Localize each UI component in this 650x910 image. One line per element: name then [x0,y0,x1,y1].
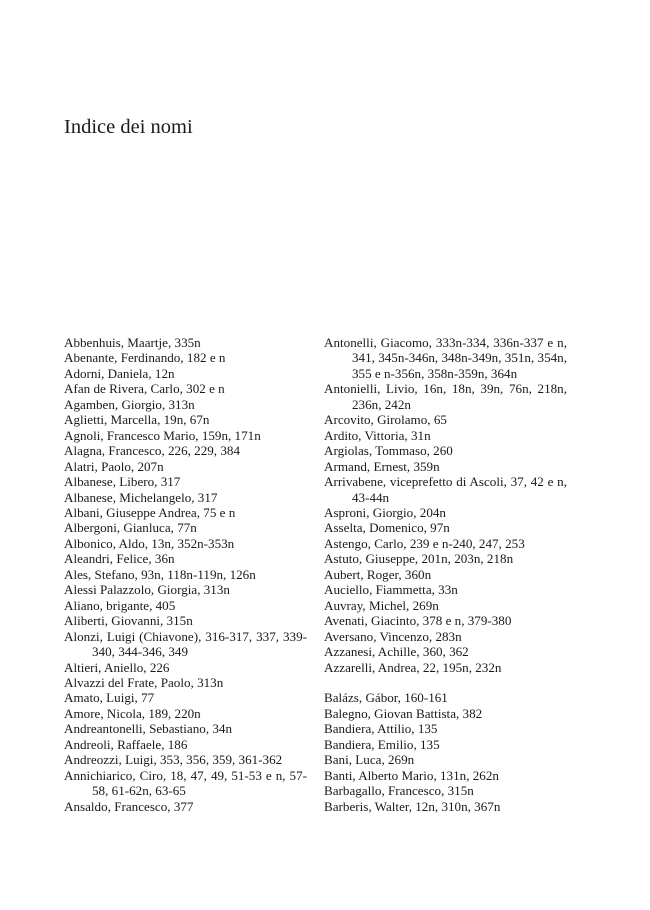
index-entry: Arcovito, Girolamo, 65 [324,412,447,428]
index-entry: Ansaldo, Francesco, 377 [64,798,194,814]
index-entry: Abenante, Ferdinando, 182 e n [64,350,226,366]
index-entry: Avenati, Giacinto, 378 e n, 379-380 [324,613,512,629]
index-entry: Azzanesi, Achille, 360, 362 [324,644,469,660]
index-entry: Aubert, Roger, 360n [324,566,432,582]
index-column-left [64,335,307,814]
index-entry: Aversano, Vincenzo, 283n [324,628,462,644]
index-entry: Ales, Stefano, 93n, 118n-119n, 126n [64,566,256,582]
index-entry: Altieri, Aniello, 226 [64,659,170,675]
index-entry: Annichiarico, Ciro, 18, 47, 49, 51-53 e n, 57-58, 61-62n, 63-65 [64,767,307,799]
index-entry: Bandiera, Attilio, 135 [324,721,438,737]
index-entry: Antonelli, Giacomo, 333n-334, 336n-337 e n, 341, 345n-346n, 348n-349n, 351n, 354n, 355 e n-356n, 358n-359n, 364n [324,335,567,381]
index-entry: Afan de Rivera, Carlo, 302 e n [64,381,225,397]
index-entry: Andreozzi, Luigi, 353, 356, 359, 361-362 [64,752,283,768]
index-entry: Alonzi, Luigi (Chiavone), 316-317, 337, 339-340, 344-346, 349 [64,628,307,660]
index-entry: Asselta, Domenico, 97n [324,520,450,536]
index-entry: Alagna, Francesco, 226, 229, 384 [64,443,240,459]
index-entry: Albani, Giuseppe Andrea, 75 e n [64,504,236,520]
index-entry: Agamben, Giorgio, 313n [64,396,195,412]
index-entry: Alatri, Paolo, 207n [64,458,164,474]
index-entry: Auvray, Michel, 269n [324,597,439,613]
index-entry: Auciello, Fiammetta, 33n [324,582,458,598]
index-entry: Ardito, Vittoria, 31n [324,427,431,443]
index-entry: Amato, Luigi, 77 [64,690,155,706]
index-entry: Astuto, Giuseppe, 201n, 203n, 218n [324,551,514,567]
index-entry: Albanese, Michelangelo, 317 [64,489,218,505]
index-entry: Balázs, Gábor, 160-161 [324,690,448,706]
index-entry: Barbagallo, Francesco, 315n [324,783,474,799]
index-entry: Aglietti, Marcella, 19n, 67n [64,412,210,428]
index-entry: Alessi Palazzolo, Giorgia, 313n [64,582,230,598]
index-entry: Albanese, Libero, 317 [64,474,181,490]
index-entry: Arrivabene, viceprefetto di Ascoli, 37, 42 e n, 43-44n [324,474,567,505]
index-entry: Albergoni, Gianluca, 77n [64,520,197,536]
index-entry: Armand, Ernest, 359n [324,458,440,474]
index-entry: Banti, Alberto Mario, 131n, 262n [324,767,499,783]
index-entry: Adorni, Daniela, 12n [64,365,175,381]
index-entry: Amore, Nicola, 189, 220n [64,705,201,721]
index-entry: Balegno, Giovan Battista, 382 [324,705,483,721]
index-entry: Aliano, brigante, 405 [64,597,176,613]
index-entry: Bandiera, Emilio, 135 [324,736,440,752]
index-entry: Azzarelli, Andrea, 22, 195n, 232n [324,659,502,675]
index-entry: Agnoli, Francesco Mario, 159n, 171n [64,427,261,443]
index-entry: Abbenhuis, Maartje, 335n [64,335,201,350]
index-entry: Bani, Luca, 269n [324,752,415,768]
index-entry: Albonico, Aldo, 13n, 352n-353n [64,535,235,551]
index-entry: Argiolas, Tommaso, 260 [324,443,453,459]
index-entry: Aliberti, Giovanni, 315n [64,613,193,629]
index-column-right [324,335,567,814]
letter-group-gap [324,675,567,690]
index-entry: Astengo, Carlo, 239 e n-240, 247, 253 [324,535,525,551]
index-entry: Aleandri, Felice, 36n [64,551,175,567]
index-entry: Antonielli, Livio, 16n, 18n, 39n, 76n, 218n, 236n, 242n [324,381,567,412]
index-entry: Alvazzi del Frate, Paolo, 313n [64,674,224,690]
index-entry: Andreantonelli, Sebastiano, 34n [64,721,233,737]
index-entry: Andreoli, Raffaele, 186 [64,736,188,752]
index-entry: Asproni, Giorgio, 204n [324,504,446,520]
index-entry: Barberis, Walter, 12n, 310n, 367n [324,798,501,814]
page-title: Indice dei nomi [64,116,193,138]
